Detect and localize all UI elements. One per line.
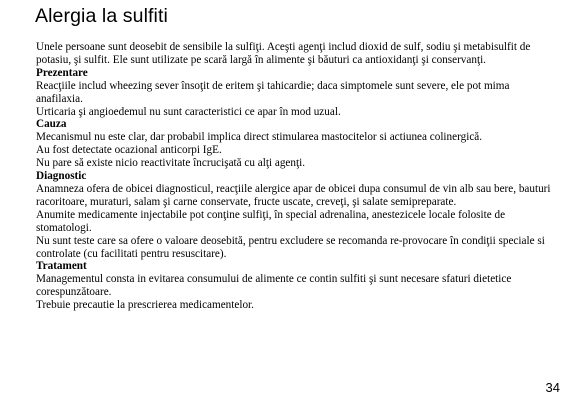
paragraph: Nu pare să existe nicio reactivitate încrucişată cu alţi agenţi. (36, 157, 306, 170)
paragraph: Anamneza ofera de obicei diagnosticul, reacţiile alergice apar de obicei dupa consumul de vin alb sau bere, bauturi racoritoare, muraturi, salam şi carne conservate, fructe uscate, creveţi, şi salate semipreparate. (36, 182, 551, 208)
paragraph: Reacţiile includ wheezing sever însoţit de eritem şi tahicardie; daca simptomele sunt severe, ele pot mima anafilaxia. (36, 79, 510, 105)
paragraph: Mecanismul nu este clar, dar probabil implica direct stimularea mastocitelor si actiunea colinergică. (36, 131, 483, 144)
section-heading-tratament: Tratament (36, 260, 87, 273)
paragraph: Managementul consta in evitarea consumului de alimente ce contin sulfiti şi sunt necesare sfaturi dietetice corespunzătoare. (36, 273, 512, 299)
section-heading-prezentare: Prezentare (36, 66, 88, 79)
slide-title: Alergia la sulfiti (35, 5, 168, 27)
page-number: 34 (545, 380, 560, 395)
paragraph: Trebuie precautie la prescrierea medicamentelor. (36, 299, 254, 312)
paragraph: Au fost detectate ocazional anticorpi IgE. (36, 144, 222, 157)
paragraph: Anumite medicamente injectabile pot conţine sulfiţi, în special adrenalina, anestezicele locale folosite de stomatologi. (36, 208, 506, 234)
section-heading-cauza: Cauza (36, 118, 67, 131)
paragraph: Nu sunt teste care sa ofere o valoare deosebită, pentru excludere se recomanda re-provocare în condiţii speciale si controlate (cu facilitati pentru resuscitare). (36, 234, 545, 260)
intro-paragraph: Unele persoane sunt deosebit de sensibile la sulfiţi. Aceşti agenţi includ dioxid de sulf, sodiu şi metabisulfit de potasiu, şi sulfit. Ele sunt utilizate pe scară largă în alimente şi băuturi ca antioxidanţi şi conservanţi. (36, 41, 531, 66)
section-heading-diagnostic: Diagnostic (36, 170, 87, 183)
slide-body (36, 41, 556, 312)
paragraph: Urticaria şi angioedemul nu sunt caracteristici ce apar în mod uzual. (36, 105, 341, 118)
